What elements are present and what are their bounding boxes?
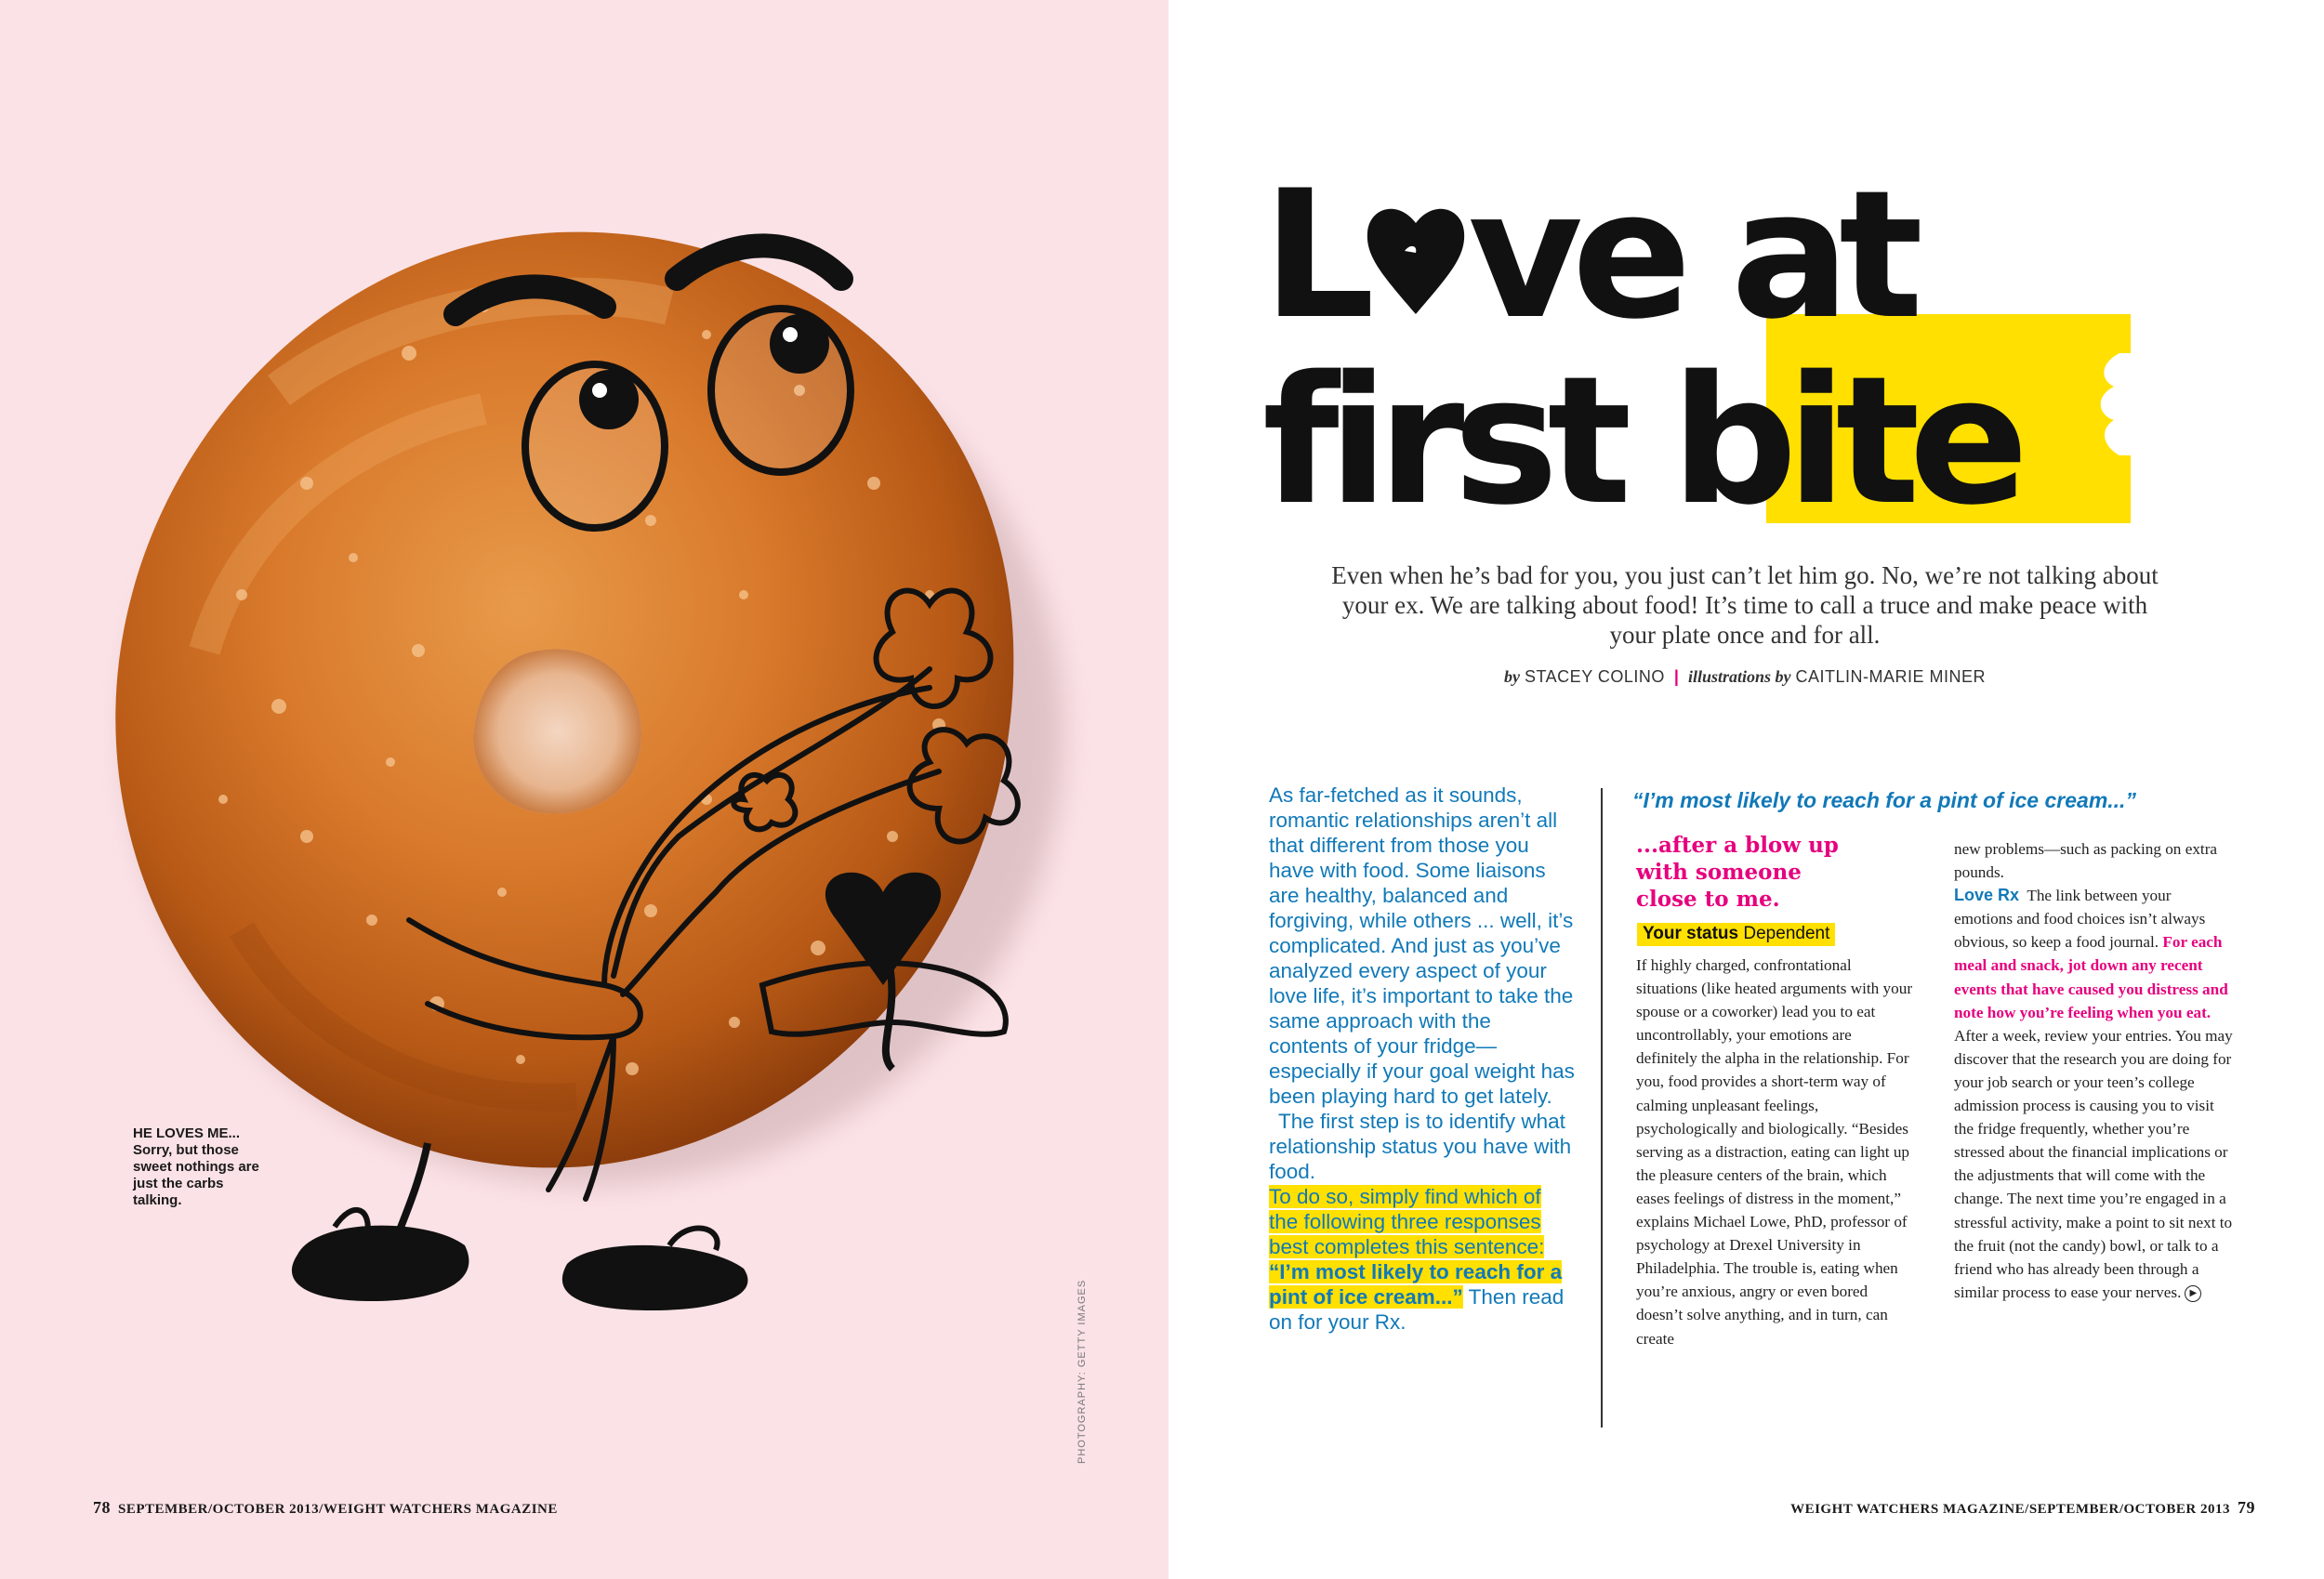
section-heading: “I’m most likely to reach for a pint of ice cream...”	[1632, 788, 2136, 812]
right-shoe	[562, 1245, 748, 1310]
folio-text: WEIGHT WATCHERS MAGAZINE/SEPTEMBER/OCTOBER 2013	[1790, 1502, 2230, 1517]
page-number: 79	[2238, 1498, 2255, 1517]
body-column-2-text	[1954, 837, 2233, 1304]
column-2-rx-text: The link between your emotions and food choices isn’t always obvious, so keep a food journal.	[1954, 887, 2206, 952]
headline-line-2	[1262, 338, 2018, 544]
photo-caption	[133, 1125, 272, 1209]
right-folio	[1790, 1498, 2255, 1518]
headline-word-bite: bite	[1670, 338, 2018, 544]
section-subheading: ...after a blow up with someone close to me.	[1636, 833, 1839, 912]
love-rx-label: Love Rx	[1954, 886, 2020, 905]
status-label: Your status	[1643, 924, 1739, 943]
folio-text: SEPTEMBER/OCTOBER 2013/WEIGHT WATCHERS MAGAZINE	[118, 1502, 558, 1517]
headline-letter-l: L	[1262, 152, 1365, 358]
left-folio	[93, 1498, 558, 1518]
byline-author: STACEY COLINO	[1525, 667, 1665, 686]
byline-separator: |	[1673, 667, 1679, 686]
column-2-opening: new problems—such as packing on extra pounds.	[1954, 840, 2218, 882]
status-value: Dependent	[1743, 924, 1830, 943]
page-number: 78	[93, 1498, 111, 1517]
intro-paragraph-2: The first step is to identify what relationship status you have with food.	[1269, 1110, 1572, 1183]
intro-text	[1269, 783, 1576, 1335]
intro-highlight: To do so, simply find which of the following three responses best completes this sentence:	[1269, 1185, 1545, 1258]
headline-line-1	[1262, 152, 1912, 358]
byline-by: by	[1504, 667, 1520, 686]
bagel-hole	[473, 649, 641, 813]
headline-line1-text: ve at	[1468, 152, 1912, 358]
deck: Even when he’s bad for you, you just can’t let him go. No, we’re not talking about your ex. We are talking about food! It’s time to call a truce and make peace with your plate once and for all.	[1331, 561, 2159, 649]
byline-illustrations-by: illustrations by	[1687, 667, 1791, 686]
column-2-tip: For each meal and snack, jot down any recent events that have caused you distress and note how you’re feeling when you eat.	[1954, 933, 2228, 1021]
headline-word-first: first	[1262, 338, 1671, 544]
intro-quote: “I’m most likely to reach for a pint of ice cream...”	[1269, 1260, 1563, 1309]
byline	[1322, 667, 2168, 687]
status-badge	[1637, 923, 1835, 946]
intro-paragraph-3	[1269, 1184, 1576, 1335]
intro-ending: Then read on for your Rx.	[1269, 1285, 1565, 1334]
caption-title: HE LOVES ME...	[133, 1125, 241, 1141]
column-2-closing: After a week, review your entries. You may discover that the research you are doing for your job search or your teen’s college admission process is causing you to visit the fridge frequently, whether you’re stressed about the financial implications or the adjustments that will come with the change. The next time you’re engaged in a stressful activity, make a point to sit next to the fruit (not the candy) bowl, or talk to a friend who has already been through a similar process to ease your nerves.	[1954, 1026, 2233, 1301]
caption-text: Sorry, but those sweet nothings are just the carbs talking.	[133, 1142, 259, 1208]
left-shoe	[292, 1226, 469, 1301]
body-column-1	[1636, 954, 1915, 1350]
arrow-right-circle-icon[interactable]: ▶	[2185, 1285, 2201, 1302]
body-column-2	[1954, 837, 2233, 1304]
body-column-1-text: If highly charged, confrontational situations (like heated arguments with your spouse or a coworker) lead you to eat uncontrollably, your emotions are definitely the alpha in the relationship. For you, food provides a short-term way of calming unpleasant feelings, psychologically and biologically. “Besides serving as a distraction, eating can light up the pleasure centers of the brain, which eases feelings of distress in the moment,” explains Michael Lowe, PhD, professor of psychology at Drexel University in Philadelphia. The trouble is, eating when you’re anxious, angry or even bored doesn’t solve anything, and in turn, can create	[1636, 956, 1913, 1348]
byline-illustrator: CAITLIN-MARIE MINER	[1795, 667, 1986, 686]
column-divider	[1601, 788, 1603, 1428]
photo-credit: PHOTOGRAPHY: GETTY IMAGES	[1076, 1279, 1088, 1464]
intro-paragraph-1: As far-fetched as it sounds, romantic relationships aren’t all that different from those you have with food. Some liaisons are healthy, balanced and forgiving, while others ... well, it’s complicated. And just as you’ve analyzed every aspect of your love life, it’s important to take the same approach with the contents of your fridge—especially if your goal weight has been playing hard to get lately.	[1269, 783, 1575, 1108]
bite-mark-icon	[2082, 353, 2157, 455]
heart-icon	[1364, 191, 1468, 322]
